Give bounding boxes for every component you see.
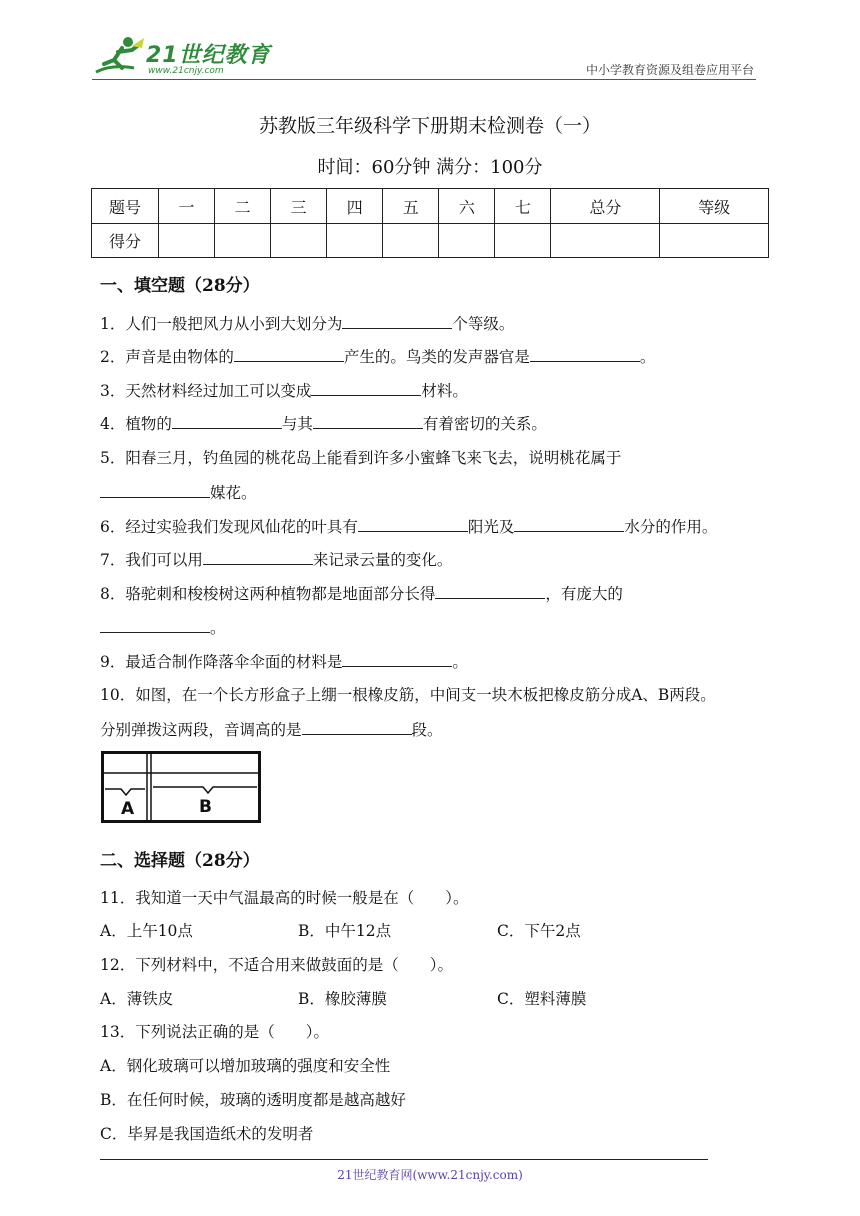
section-heading: 二、选择题（28分） bbox=[100, 851, 260, 871]
question-text: 。 bbox=[210, 619, 226, 637]
exam-info: 时间：60分钟 满分：100分 bbox=[317, 157, 543, 178]
rubber-band-box-figure bbox=[101, 751, 261, 823]
table-cell: 四 bbox=[327, 189, 383, 224]
question-text: 分别弹拨这两段，音调高的是 bbox=[100, 721, 302, 739]
answer-blank[interactable] bbox=[514, 517, 624, 532]
score-cell[interactable] bbox=[215, 224, 271, 258]
question-text: 水分的作用。 bbox=[624, 518, 718, 536]
score-table bbox=[91, 188, 769, 258]
option-a[interactable]: A．薄铁皮 bbox=[100, 990, 174, 1008]
table-cell: 三 bbox=[271, 189, 327, 224]
question-text: 段。 bbox=[411, 721, 443, 739]
table-cell: 七 bbox=[495, 189, 551, 224]
question-3 bbox=[100, 379, 468, 401]
table-cell: 得分 bbox=[92, 224, 159, 258]
question-text: 3．天然材料经过加工可以变成 bbox=[100, 382, 312, 400]
question-13: 13．下列说法正确的是（ ）。 bbox=[100, 1023, 329, 1041]
option-b[interactable]: B．中午12点 bbox=[298, 922, 392, 940]
table-cell: 五 bbox=[383, 189, 439, 224]
answer-blank[interactable] bbox=[530, 347, 640, 362]
question-10 bbox=[100, 683, 716, 705]
table-cell: 题号 bbox=[92, 189, 159, 224]
question-text: 有着密切的关系。 bbox=[422, 415, 547, 433]
question-text: 产生的。鸟类的发声器官是 bbox=[343, 348, 530, 366]
score-cell[interactable] bbox=[495, 224, 551, 258]
question-text: 8．骆驼刺和梭梭树这两种植物都是地面部分长得 bbox=[100, 585, 436, 603]
answer-blank[interactable] bbox=[313, 414, 423, 429]
logo-url: www.21cnjy.com bbox=[148, 66, 224, 76]
answer-blank[interactable] bbox=[342, 314, 452, 329]
score-cell[interactable] bbox=[271, 224, 327, 258]
score-cell[interactable] bbox=[383, 224, 439, 258]
question-5-cont bbox=[100, 481, 257, 503]
question-6 bbox=[100, 515, 717, 537]
question-text: 1．人们一般把风力从小到大划分为 bbox=[100, 315, 343, 333]
answer-blank[interactable] bbox=[311, 381, 421, 396]
score-cell[interactable] bbox=[327, 224, 383, 258]
footer-text: 21世纪教育网(www.21cnjy.com) bbox=[337, 1168, 523, 1182]
table-cell: 总分 bbox=[551, 189, 660, 224]
answer-blank[interactable] bbox=[302, 720, 412, 735]
question-1 bbox=[100, 312, 514, 334]
option-a[interactable]: A．上午10点 bbox=[100, 922, 193, 940]
answer-blank[interactable] bbox=[100, 483, 210, 498]
question-text: 媒花。 bbox=[210, 484, 257, 502]
option-a[interactable]: A．钢化玻璃可以增加玻璃的强度和安全性 bbox=[100, 1057, 391, 1075]
header-divider bbox=[92, 79, 756, 80]
option-c[interactable]: C．下午2点 bbox=[497, 922, 581, 940]
question-10-cont bbox=[100, 718, 443, 740]
question-text: 10．如图，在一个长方形盒子上绷一根橡皮筋，中间支一块木板把橡皮筋分成A、B两段。 bbox=[100, 686, 716, 704]
question-text: 。 bbox=[452, 653, 468, 671]
score-cell[interactable] bbox=[159, 224, 215, 258]
option-b[interactable]: B．在任何时候，玻璃的透明度都是越高越好 bbox=[100, 1091, 406, 1109]
score-table-header-row bbox=[92, 189, 769, 224]
runner-logo-icon bbox=[92, 34, 152, 80]
option-b[interactable]: B．橡胶薄膜 bbox=[298, 990, 387, 1008]
table-cell: 二 bbox=[215, 189, 271, 224]
page-title: 苏教版三年级科学下册期末检测卷（一） bbox=[258, 115, 601, 137]
question-8 bbox=[100, 582, 623, 604]
question-4 bbox=[100, 412, 547, 434]
score-cell[interactable] bbox=[439, 224, 495, 258]
question-9 bbox=[100, 650, 468, 672]
footer-divider bbox=[100, 1159, 708, 1160]
answer-blank[interactable] bbox=[342, 652, 452, 667]
table-cell: 六 bbox=[439, 189, 495, 224]
answer-blank[interactable] bbox=[358, 517, 468, 532]
question-text: 7．我们可以用 bbox=[100, 551, 203, 569]
question-text: 材料。 bbox=[421, 382, 468, 400]
question-8-cont bbox=[100, 616, 226, 638]
option-c[interactable]: C．毕昇是我国造纸术的发明者 bbox=[100, 1125, 314, 1143]
question-12: 12．下列材料中，不适合用来做鼓面的是（ ）。 bbox=[100, 956, 453, 974]
question-5 bbox=[100, 446, 621, 468]
question-text: 与其 bbox=[281, 415, 313, 433]
question-text: 。 bbox=[639, 348, 656, 366]
platform-name: 中小学教育资源及组卷应用平台 bbox=[585, 63, 754, 77]
option-c[interactable]: C．塑料薄膜 bbox=[497, 990, 587, 1008]
section-heading: 一、填空题（28分） bbox=[100, 276, 260, 296]
logo-text: 21世纪教育 bbox=[146, 43, 271, 68]
answer-blank[interactable] bbox=[172, 414, 282, 429]
question-11: 11．我知道一天中气温最高的时候一般是在（ ）。 bbox=[100, 889, 469, 907]
table-cell: 等级 bbox=[660, 189, 769, 224]
question-text: 5．阳春三月，钓鱼园的桃花岛上能看到许多小蜜蜂飞来飞去，说明桃花属于 bbox=[100, 449, 622, 467]
question-text: 2．声音是由物体的 bbox=[100, 348, 234, 366]
question-text: 来记录云量的变化。 bbox=[312, 551, 453, 569]
question-text: 个等级。 bbox=[452, 315, 515, 333]
answer-blank[interactable] bbox=[100, 618, 210, 633]
question-text: 6．经过实验我们发现风仙花的叶具有 bbox=[100, 518, 358, 536]
answer-blank[interactable] bbox=[234, 347, 344, 362]
answer-blank[interactable] bbox=[435, 584, 545, 599]
answer-blank[interactable] bbox=[203, 550, 313, 565]
score-table-score-row bbox=[92, 224, 769, 258]
segment-label-a: A bbox=[121, 799, 135, 819]
score-cell[interactable] bbox=[660, 224, 769, 258]
table-cell: 一 bbox=[159, 189, 215, 224]
score-cell[interactable] bbox=[551, 224, 660, 258]
question-text: ，有庞大的 bbox=[545, 585, 623, 603]
segment-label-b: B bbox=[199, 797, 212, 817]
question-text: 阳光及 bbox=[467, 518, 515, 536]
question-7 bbox=[100, 548, 452, 570]
question-2 bbox=[100, 345, 655, 367]
question-text: 4．植物的 bbox=[100, 415, 172, 433]
question-text: 9．最适合制作降落伞伞面的材料是 bbox=[100, 653, 343, 671]
